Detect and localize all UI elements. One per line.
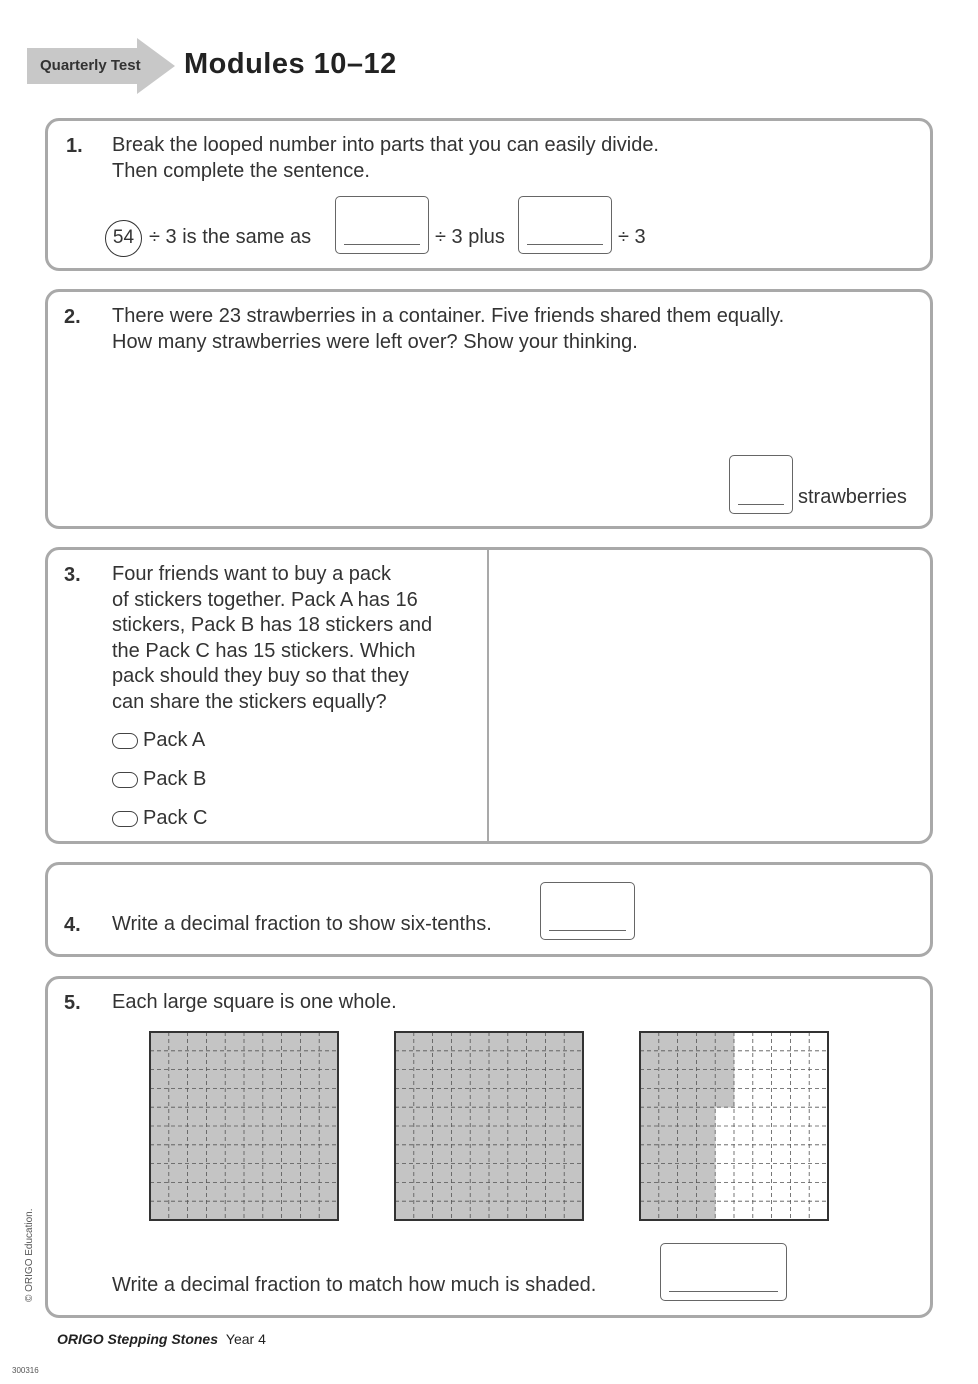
shaded-cell: [169, 1126, 188, 1145]
shaded-cell: [206, 1201, 225, 1220]
shaded-cell: [564, 1126, 583, 1145]
shaded-cell: [640, 1107, 659, 1126]
shaded-cell: [225, 1145, 244, 1164]
shaded-cell: [640, 1032, 659, 1051]
shaded-cell: [715, 1070, 734, 1089]
question-4-number: 4.: [64, 914, 81, 936]
shaded-cell: [545, 1126, 564, 1145]
shaded-cell: [300, 1164, 319, 1183]
question-2-text: [112, 304, 784, 355]
shaded-cell: [225, 1032, 244, 1051]
shaded-cell: [150, 1051, 169, 1070]
shaded-cell: [300, 1032, 319, 1051]
shaded-cell: [451, 1126, 470, 1145]
shaded-cell: [263, 1182, 282, 1201]
shaded-cell: [319, 1032, 338, 1051]
shaded-cell: [244, 1201, 263, 1220]
shaded-cell: [640, 1070, 659, 1089]
shaded-cell: [319, 1201, 338, 1220]
shaded-cell: [640, 1201, 659, 1220]
shaded-cell: [188, 1164, 207, 1183]
question-3-line: stickers, Pack B has 18 stickers and: [112, 614, 433, 636]
shaded-cell: [433, 1088, 452, 1107]
quarterly-test-label: Quarterly Test: [40, 57, 141, 74]
question-4-panel: [45, 862, 933, 957]
shaded-cell: [678, 1182, 697, 1201]
shaded-cell: [263, 1088, 282, 1107]
shaded-cell: [659, 1070, 678, 1089]
shaded-cell: [150, 1107, 169, 1126]
shaded-cell: [527, 1126, 546, 1145]
shaded-cell: [678, 1164, 697, 1183]
shaded-cell: [527, 1051, 546, 1070]
shaded-cell: [395, 1145, 414, 1164]
shaded-cell: [678, 1126, 697, 1145]
shaded-cell: [150, 1145, 169, 1164]
shaded-cell: [659, 1201, 678, 1220]
shaded-cell: [451, 1107, 470, 1126]
shaded-cell: [282, 1182, 301, 1201]
shaded-cell: [414, 1164, 433, 1183]
shaded-cell: [527, 1182, 546, 1201]
q1-answer-box-2[interactable]: [518, 196, 612, 254]
shaded-cell: [414, 1182, 433, 1201]
shaded-cell: [508, 1145, 527, 1164]
shaded-cell: [451, 1182, 470, 1201]
shaded-cell: [169, 1201, 188, 1220]
question-3-line: the Pack C has 15 stickers. Which: [112, 639, 416, 662]
shaded-cell: [508, 1201, 527, 1220]
shaded-cell: [319, 1145, 338, 1164]
shaded-cell: [282, 1070, 301, 1089]
shaded-cell: [696, 1164, 715, 1183]
question-1-number: 1.: [66, 135, 83, 157]
shaded-cell: [659, 1126, 678, 1145]
shaded-cell: [433, 1032, 452, 1051]
shaded-cell: [433, 1145, 452, 1164]
option-pack-a-label: Pack A: [143, 729, 206, 751]
shaded-cell: [508, 1182, 527, 1201]
shaded-cell: [433, 1126, 452, 1145]
shaded-cell: [225, 1051, 244, 1070]
shaded-cell: [188, 1145, 207, 1164]
shaded-cell: [169, 1088, 188, 1107]
q4-answer-box[interactable]: [540, 882, 635, 940]
shaded-cell: [696, 1107, 715, 1126]
shaded-cell: [451, 1051, 470, 1070]
shaded-cell: [508, 1032, 527, 1051]
shaded-cell: [169, 1182, 188, 1201]
question-5-number: 5.: [64, 992, 81, 1014]
shaded-cell: [433, 1201, 452, 1220]
shaded-cell: [150, 1182, 169, 1201]
shaded-cell: [659, 1145, 678, 1164]
shaded-cell: [319, 1107, 338, 1126]
hundred-grid-1: [149, 1031, 339, 1221]
shaded-cell: [414, 1070, 433, 1089]
shaded-cell: [263, 1051, 282, 1070]
shaded-cell: [433, 1070, 452, 1089]
shaded-cell: [244, 1070, 263, 1089]
shaded-cell: [545, 1145, 564, 1164]
shaded-cell: [414, 1088, 433, 1107]
shaded-cell: [489, 1182, 508, 1201]
shaded-cell: [715, 1051, 734, 1070]
shaded-cell: [188, 1051, 207, 1070]
shaded-cell: [188, 1182, 207, 1201]
shaded-cell: [659, 1032, 678, 1051]
shaded-cell: [188, 1201, 207, 1220]
footer-year: Year 4: [225, 1331, 266, 1347]
shaded-cell: [433, 1051, 452, 1070]
shaded-cell: [470, 1070, 489, 1089]
shaded-cell: [206, 1088, 225, 1107]
shaded-cell: [678, 1145, 697, 1164]
shaded-cell: [206, 1032, 225, 1051]
copyright-notice: © ORIGO Education.: [24, 1208, 35, 1302]
shaded-cell: [319, 1126, 338, 1145]
shaded-cell: [244, 1182, 263, 1201]
shaded-cell: [206, 1051, 225, 1070]
shaded-cell: [545, 1201, 564, 1220]
shaded-cell: [188, 1088, 207, 1107]
shaded-cell: [678, 1107, 697, 1126]
shaded-cell: [300, 1126, 319, 1145]
shaded-cell: [433, 1107, 452, 1126]
shaded-cell: [640, 1145, 659, 1164]
shaded-cell: [678, 1051, 697, 1070]
q2-unit-label: strawberries: [798, 486, 907, 508]
option-pack-b-label: Pack B: [143, 768, 207, 790]
shaded-cell: [527, 1164, 546, 1183]
shaded-cell: [470, 1145, 489, 1164]
shaded-cell: [508, 1126, 527, 1145]
shaded-cell: [225, 1164, 244, 1183]
shaded-cell: [545, 1107, 564, 1126]
shaded-cell: [527, 1107, 546, 1126]
shaded-cell: [659, 1182, 678, 1201]
shaded-cell: [433, 1182, 452, 1201]
shaded-cell: [659, 1051, 678, 1070]
shaded-cell: [545, 1032, 564, 1051]
shaded-cell: [545, 1070, 564, 1089]
shaded-cell: [244, 1126, 263, 1145]
shaded-cell: [696, 1070, 715, 1089]
shaded-cell: [451, 1164, 470, 1183]
shaded-cell: [319, 1088, 338, 1107]
option-pack-a-radio[interactable]: [112, 733, 138, 749]
shaded-cell: [640, 1164, 659, 1183]
question-4-text: Write a decimal fraction to show six-tenths.: [112, 913, 492, 935]
shaded-cell: [527, 1070, 546, 1089]
shaded-cell: [414, 1201, 433, 1220]
shaded-cell: [696, 1182, 715, 1201]
shaded-cell: [640, 1088, 659, 1107]
shaded-cell: [244, 1088, 263, 1107]
shaded-cell: [395, 1032, 414, 1051]
shaded-cell: [225, 1182, 244, 1201]
shaded-cell: [451, 1145, 470, 1164]
shaded-cell: [263, 1126, 282, 1145]
shaded-cell: [244, 1107, 263, 1126]
shaded-cell: [282, 1088, 301, 1107]
question-3-line: Four friends want to buy a pack: [112, 563, 392, 585]
footer-brand: ORIGO Stepping Stones: [57, 1331, 219, 1347]
shaded-cell: [508, 1107, 527, 1126]
shaded-cell: [169, 1164, 188, 1183]
shaded-cell: [169, 1145, 188, 1164]
shaded-cell: [263, 1032, 282, 1051]
shaded-cell: [150, 1070, 169, 1089]
shaded-cell: [489, 1032, 508, 1051]
shaded-cell: [564, 1032, 583, 1051]
shaded-cell: [470, 1126, 489, 1145]
shaded-cell: [640, 1051, 659, 1070]
shaded-cell: [244, 1145, 263, 1164]
shaded-cell: [470, 1201, 489, 1220]
shaded-cell: [300, 1051, 319, 1070]
shaded-cell: [527, 1088, 546, 1107]
shaded-cell: [395, 1107, 414, 1126]
q1-text-b: ÷ 3 plus: [435, 226, 505, 248]
shaded-cell: [263, 1107, 282, 1126]
shaded-cell: [489, 1145, 508, 1164]
q2-answer-box[interactable]: [729, 455, 793, 514]
shaded-cell: [244, 1164, 263, 1183]
shaded-cell: [169, 1032, 188, 1051]
shaded-cell: [206, 1126, 225, 1145]
footer: [57, 1331, 266, 1347]
shaded-cell: [150, 1032, 169, 1051]
shaded-cell: [395, 1070, 414, 1089]
shaded-cell: [225, 1070, 244, 1089]
shaded-cell: [489, 1070, 508, 1089]
shaded-cell: [206, 1164, 225, 1183]
option-pack-c-radio[interactable]: [112, 811, 138, 827]
shaded-cell: [395, 1164, 414, 1183]
shaded-cell: [300, 1182, 319, 1201]
shaded-cell: [300, 1070, 319, 1089]
shaded-cell: [150, 1088, 169, 1107]
shaded-cell: [169, 1051, 188, 1070]
shaded-cell: [678, 1032, 697, 1051]
shaded-cell: [282, 1107, 301, 1126]
shaded-cell: [696, 1032, 715, 1051]
shaded-cell: [470, 1182, 489, 1201]
shaded-cell: [282, 1164, 301, 1183]
question-3-line: of stickers together. Pack A has 16: [112, 588, 418, 611]
shaded-cell: [150, 1126, 169, 1145]
shaded-cell: [451, 1201, 470, 1220]
shaded-cell: [489, 1201, 508, 1220]
shaded-cell: [225, 1088, 244, 1107]
question-3-number: 3.: [64, 564, 81, 586]
shaded-cell: [300, 1145, 319, 1164]
shaded-cell: [225, 1107, 244, 1126]
option-pack-c-label: Pack C: [143, 807, 208, 829]
shaded-cell: [206, 1070, 225, 1089]
shaded-cell: [395, 1051, 414, 1070]
shaded-cell: [263, 1145, 282, 1164]
question-1-line-1: Break the looped number into parts that you can easily divide.: [112, 134, 659, 156]
shaded-cell: [696, 1201, 715, 1220]
shaded-cell: [414, 1051, 433, 1070]
shaded-cell: [640, 1182, 659, 1201]
shaded-cell: [678, 1201, 697, 1220]
shaded-cell: [282, 1145, 301, 1164]
shaded-cell: [508, 1164, 527, 1183]
shaded-cell: [150, 1201, 169, 1220]
shaded-cell: [225, 1201, 244, 1220]
q1-text-a: ÷ 3 is the same as: [149, 226, 312, 248]
shaded-cell: [508, 1051, 527, 1070]
shaded-cell: [319, 1182, 338, 1201]
shaded-cell: [188, 1070, 207, 1089]
shaded-cell: [282, 1032, 301, 1051]
q1-text-c: ÷ 3: [618, 226, 646, 248]
question-5-prompt: Write a decimal fraction to match how much is shaded.: [112, 1274, 597, 1296]
option-pack-b-radio[interactable]: [112, 772, 138, 788]
shaded-cell: [282, 1201, 301, 1220]
shaded-cell: [433, 1164, 452, 1183]
shaded-cell: [678, 1088, 697, 1107]
shaded-cell: [263, 1070, 282, 1089]
shaded-cell: [527, 1032, 546, 1051]
shaded-cell: [300, 1201, 319, 1220]
shaded-cell: [470, 1164, 489, 1183]
shaded-cell: [489, 1088, 508, 1107]
question-5-intro: Each large square is one whole.: [112, 991, 397, 1013]
document-code: 300316: [12, 1366, 39, 1375]
shaded-cell: [300, 1107, 319, 1126]
shaded-cell: [545, 1051, 564, 1070]
shaded-cell: [414, 1107, 433, 1126]
question-3-line: can share the stickers equally?: [112, 690, 387, 713]
shaded-cell: [263, 1164, 282, 1183]
shaded-cell: [696, 1088, 715, 1107]
shaded-cell: [640, 1126, 659, 1145]
shaded-cell: [470, 1051, 489, 1070]
shaded-cell: [489, 1051, 508, 1070]
question-1-line-2: Then complete the sentence.: [112, 159, 370, 182]
shaded-cell: [188, 1126, 207, 1145]
shaded-cell: [206, 1182, 225, 1201]
shaded-cell: [206, 1107, 225, 1126]
question-2-number: 2.: [64, 306, 81, 328]
shaded-cell: [282, 1126, 301, 1145]
shaded-cell: [169, 1107, 188, 1126]
shaded-cell: [414, 1126, 433, 1145]
shaded-cell: [263, 1201, 282, 1220]
question-3-divider: [487, 550, 489, 841]
shaded-cell: [715, 1032, 734, 1051]
question-1-text: [112, 133, 659, 184]
shaded-cell: [319, 1051, 338, 1070]
shaded-cell: [659, 1088, 678, 1107]
shaded-cell: [319, 1164, 338, 1183]
shaded-cell: [564, 1051, 583, 1070]
shaded-cell: [659, 1107, 678, 1126]
shaded-cell: [696, 1126, 715, 1145]
shaded-cell: [696, 1051, 715, 1070]
shaded-cell: [564, 1182, 583, 1201]
shaded-cell: [564, 1145, 583, 1164]
shaded-cell: [470, 1088, 489, 1107]
shaded-cell: [678, 1070, 697, 1089]
shaded-cell: [244, 1051, 263, 1070]
shaded-cell: [451, 1088, 470, 1107]
shaded-cell: [225, 1126, 244, 1145]
shaded-cell: [150, 1164, 169, 1183]
shaded-cell: [169, 1070, 188, 1089]
shaded-cell: [508, 1070, 527, 1089]
shaded-cell: [527, 1145, 546, 1164]
looped-number: 54: [105, 220, 142, 257]
shaded-cell: [659, 1164, 678, 1183]
shaded-cell: [300, 1088, 319, 1107]
hundred-grid-2: [394, 1031, 584, 1221]
shaded-cell: [188, 1032, 207, 1051]
shaded-cell: [696, 1145, 715, 1164]
page-title: Modules 10–12: [184, 48, 397, 80]
shaded-cell: [206, 1145, 225, 1164]
shaded-cell: [489, 1164, 508, 1183]
question-2-line-2: How many strawberries were left over? Show your thinking.: [112, 330, 638, 353]
shaded-cell: [395, 1201, 414, 1220]
shaded-cell: [715, 1088, 734, 1107]
shaded-cell: [244, 1032, 263, 1051]
shaded-cell: [414, 1032, 433, 1051]
shaded-cell: [395, 1182, 414, 1201]
shaded-cell: [470, 1107, 489, 1126]
shaded-cell: [470, 1032, 489, 1051]
shaded-cell: [282, 1051, 301, 1070]
shaded-cell: [508, 1088, 527, 1107]
shaded-cell: [188, 1107, 207, 1126]
shaded-cell: [395, 1126, 414, 1145]
shaded-cell: [527, 1201, 546, 1220]
question-3-line: pack should they buy so that they: [112, 665, 409, 687]
shaded-cell: [489, 1107, 508, 1126]
shaded-cell: [395, 1088, 414, 1107]
shaded-cell: [451, 1032, 470, 1051]
shaded-cell: [545, 1164, 564, 1183]
question-3-text: [112, 562, 432, 715]
shaded-cell: [564, 1201, 583, 1220]
question-2-line-1: There were 23 strawberries in a container. Five friends shared them equally.: [112, 305, 785, 327]
shaded-cell: [545, 1182, 564, 1201]
shaded-cell: [414, 1145, 433, 1164]
shaded-cell: [564, 1164, 583, 1183]
shaded-cell: [564, 1070, 583, 1089]
hundred-grid-3: [639, 1031, 829, 1221]
q1-answer-box-1[interactable]: [335, 196, 429, 254]
shaded-cell: [451, 1070, 470, 1089]
shaded-cell: [564, 1107, 583, 1126]
shaded-cell: [319, 1070, 338, 1089]
shaded-cell: [564, 1088, 583, 1107]
shaded-cell: [545, 1088, 564, 1107]
shaded-cell: [489, 1126, 508, 1145]
q5-answer-box[interactable]: [660, 1243, 787, 1301]
